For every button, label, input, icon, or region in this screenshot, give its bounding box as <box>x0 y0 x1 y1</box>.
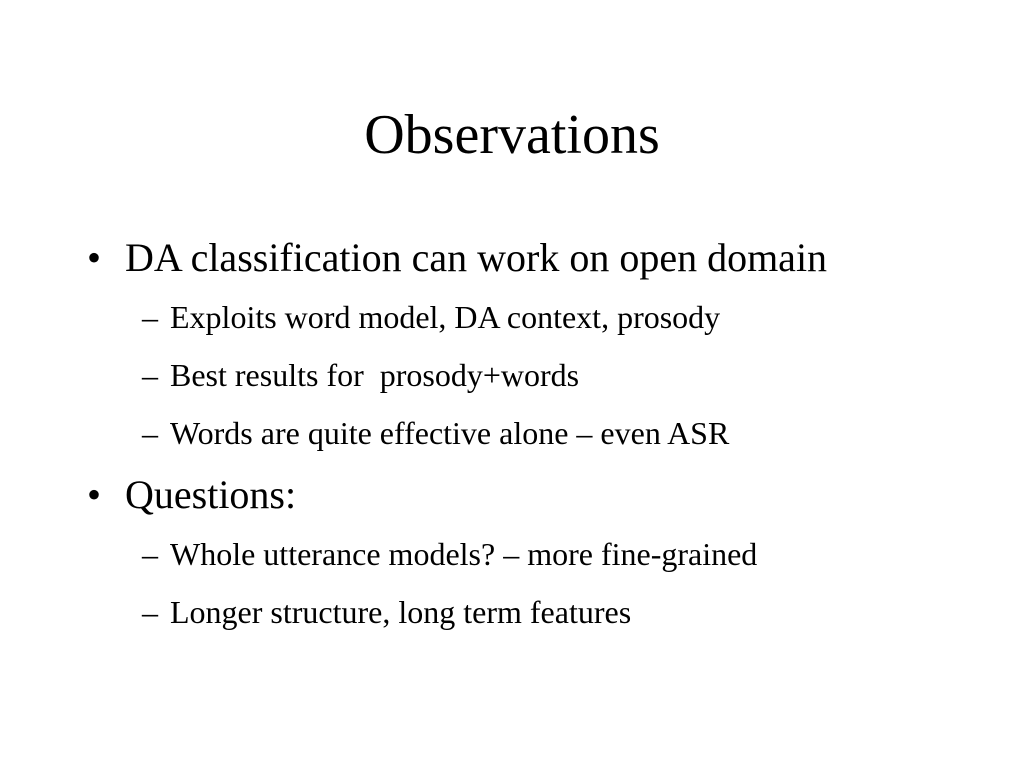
dash-marker: – <box>142 594 158 630</box>
sub-bullet-text: Words are quite effective alone – even ASR <box>170 415 730 451</box>
bullet-text: DA classification can work on open domain <box>125 235 828 280</box>
dash-marker: – <box>142 415 158 451</box>
sub-bullet-text: Best results for prosody+words <box>170 357 580 393</box>
sub-bullet-text: Exploits word model, DA context, prosody <box>170 299 721 335</box>
dash-marker: – <box>142 299 158 335</box>
dash-marker: – <box>142 536 158 572</box>
bullet-marker: • <box>87 235 102 280</box>
sub-bullet-text: Whole utterance models? – more fine-grained <box>170 536 758 572</box>
slide-title: Observations <box>364 104 660 166</box>
bullet-marker: • <box>87 472 102 517</box>
sub-bullet-text: Longer structure, long term features <box>170 594 632 630</box>
bullet-text: Questions: <box>125 472 297 517</box>
dash-marker: – <box>142 357 158 393</box>
